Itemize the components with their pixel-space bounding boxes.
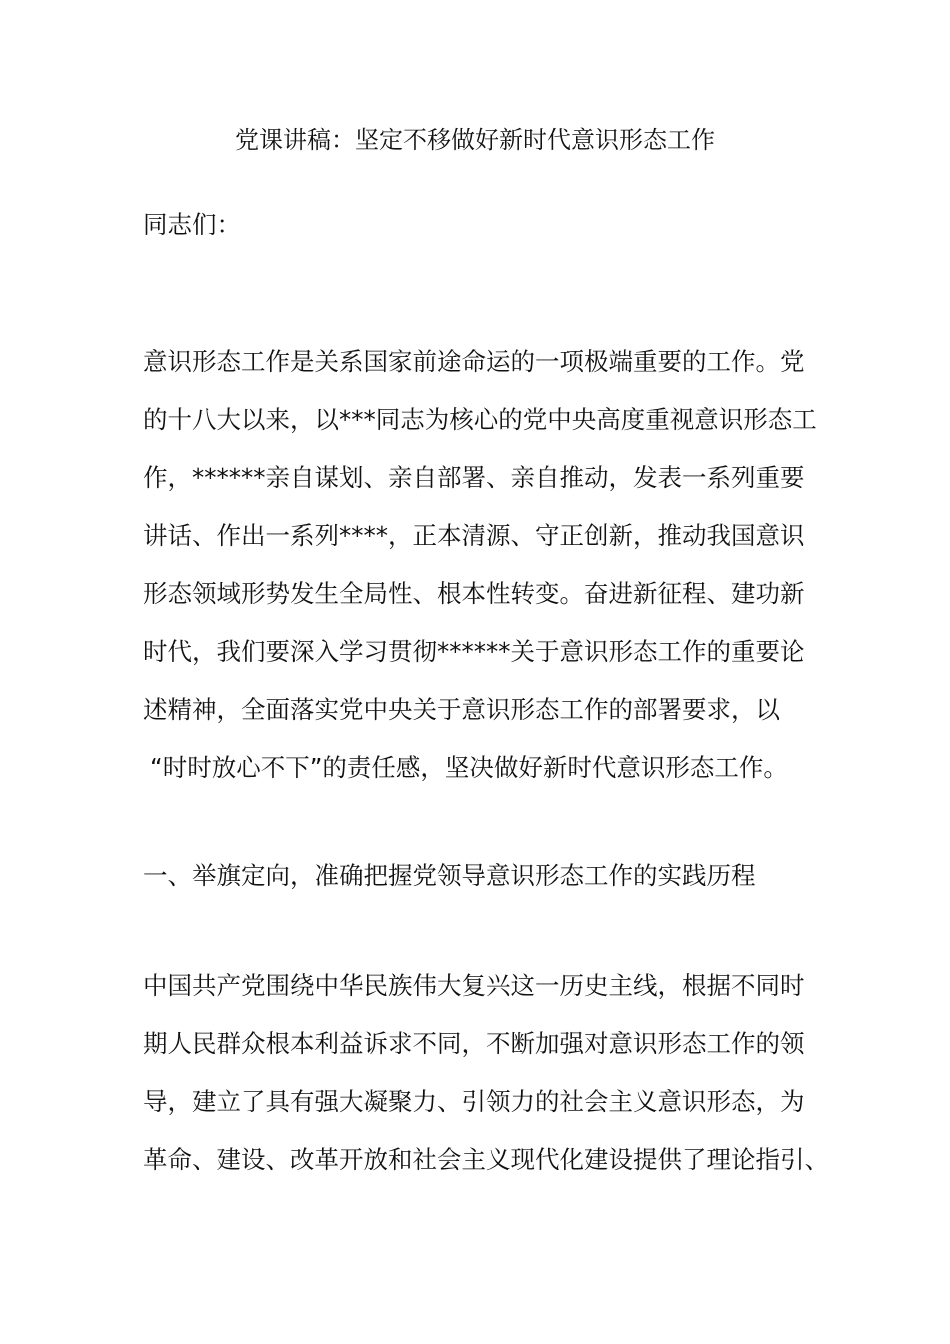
document-title: 党课讲稿：坚定不移做好新时代意识形态工作 (235, 126, 715, 154)
paragraph-line: 导，建立了具有强大凝聚力、引领力的社会主义意识形态，为 (143, 1087, 805, 1116)
paragraph-line: 作，******亲自谋划、亲自部署、亲自推动，发表一系列重要 (143, 463, 805, 492)
paragraph-line: 讲话、作出一系列****，正本清源、守正创新，推动我国意识 (143, 521, 805, 550)
paragraph-line: 的十八大以来，以***同志为核心的党中央高度重视意识形态工 (143, 405, 817, 434)
paragraph-line: 革命、建设、改革开放和社会主义现代化建设提供了理论指引、 (143, 1145, 829, 1174)
section-heading: 一、举旗定向，准确把握党领导意识形态工作的实践历程 (143, 861, 756, 890)
paragraph-line: 述精神，全面落实党中央关于意识形态工作的部署要求，以 (143, 695, 780, 724)
salutation: 同志们： (143, 210, 241, 239)
paragraph-line: 意识形态工作是关系国家前途命运的一项极端重要的工作。党 (143, 347, 805, 376)
paragraph-line: 期人民群众根本利益诉求不同，不断加强对意识形态工作的领 (143, 1029, 805, 1058)
paragraph-line: 时代，我们要深入学习贯彻******关于意识形态工作的重要论 (143, 637, 805, 666)
paragraph-line: 形态领域形势发生全局性、根本性转变。奋进新征程、建功新 (143, 579, 805, 608)
paragraph-line: “时时放心不下”的责任感，坚决做好新时代意识形态工作。 (150, 753, 788, 782)
paragraph-line: 中国共产党围绕中华民族伟大复兴这一历史主线，根据不同时 (143, 971, 805, 1000)
